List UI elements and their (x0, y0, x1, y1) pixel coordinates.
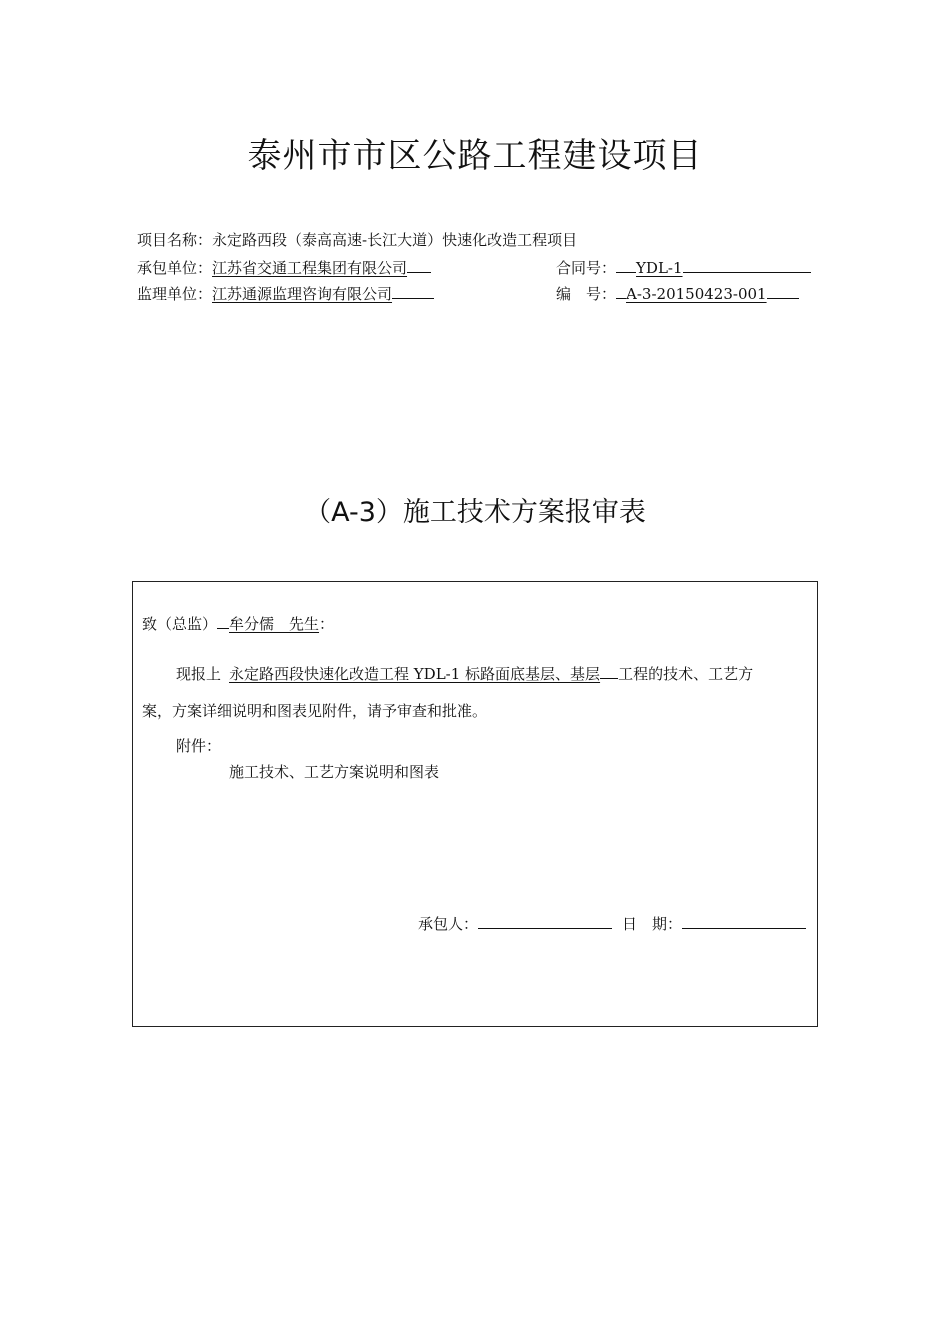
form-box (132, 581, 818, 1027)
supervisor-underline (392, 283, 434, 299)
report-subject-underline (600, 663, 618, 679)
signature-row (418, 913, 806, 934)
contractor-sign-label: 承包人： (418, 915, 479, 933)
to-suffix: ： (319, 615, 335, 633)
contract-no-label: 合同号： (556, 259, 617, 277)
serial-underline (767, 283, 799, 299)
contract-no-underline-lead (616, 257, 636, 273)
to-underline-lead (217, 613, 229, 629)
form-title: （A-3）施工技术方案报审表 (304, 497, 646, 528)
contractor-sign-field[interactable] (478, 913, 612, 929)
attachment-item: 施工技术、工艺方案说明和图表 (229, 763, 440, 781)
report-subject: 永定路西段快速化改造工程 YDL-1 标路面底基层、基层 (229, 665, 601, 683)
date-label: 日 期： (622, 915, 683, 933)
contract-no-underline (683, 257, 811, 273)
supervisor-name: 牟分儒 先生 (229, 615, 320, 633)
serial-label: 编 号： (556, 285, 617, 303)
supervisor-label: 监理单位： (137, 285, 213, 303)
contract-no-row (556, 257, 811, 278)
serial-underline-lead (616, 283, 626, 299)
serial-value: A-3-20150423-001 (626, 285, 767, 303)
serial-row (556, 283, 799, 304)
addressee-row (142, 613, 334, 634)
supervisor-value: 江苏通源监理咨询有限公司 (212, 285, 393, 303)
contractor-underline (407, 257, 431, 273)
report-prefix: 现报上 (176, 665, 222, 683)
contractor-label: 承包单位： (137, 259, 213, 277)
contractor-value: 江苏省交通工程集团有限公司 (212, 259, 408, 277)
date-field[interactable] (682, 913, 806, 929)
attachment-label: 附件： (176, 737, 222, 755)
page-title: 泰州市市区公路工程建设项目 (247, 136, 703, 176)
supervisor-row (137, 283, 434, 304)
report-line-1 (176, 663, 753, 684)
project-name-label: 项目名称： (137, 231, 213, 249)
report-suffix: 工程的技术、工艺方 (618, 665, 754, 683)
project-name-row (137, 230, 577, 250)
contract-no-value: YDL-1 (636, 259, 683, 277)
to-prefix: 致（总监） (142, 615, 218, 633)
contractor-row (137, 257, 431, 278)
project-name-value: 永定路西段（泰高高速-长江大道）快速化改造工程项目 (212, 231, 578, 249)
report-line-2: 案，方案详细说明和图表见附件，请予审查和批准。 (142, 702, 488, 720)
